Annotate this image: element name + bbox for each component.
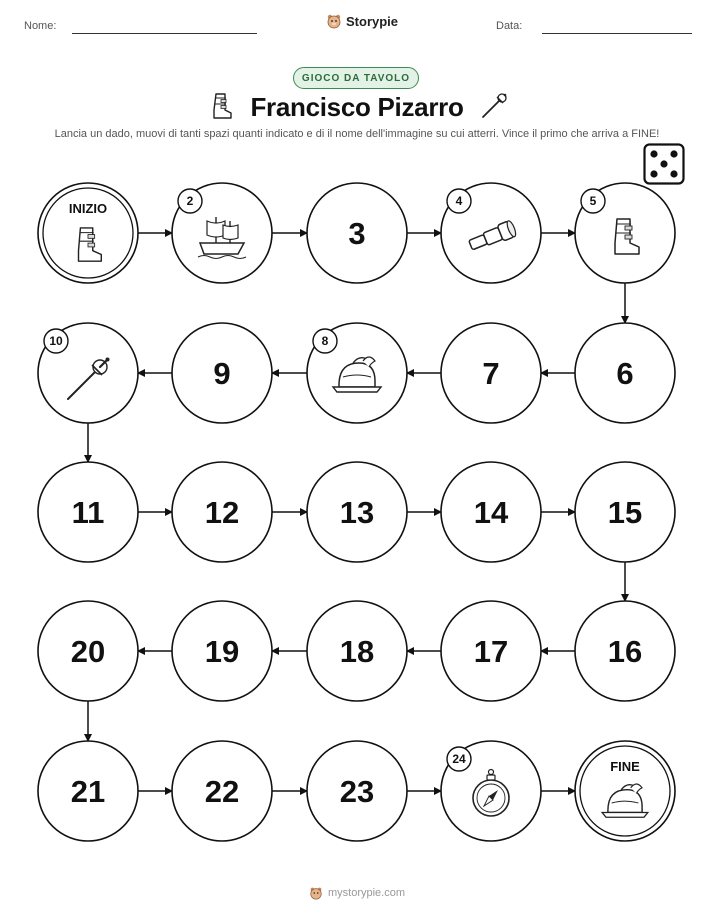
board-space-19	[172, 601, 272, 701]
svg-text:10: 10	[49, 334, 63, 348]
board-space-20	[38, 601, 138, 701]
space-number: 21	[70, 774, 106, 809]
date-label: Data:	[496, 20, 523, 32]
space-number-badge	[44, 329, 68, 353]
svg-text:4: 4	[455, 194, 463, 208]
space-number: 23	[339, 774, 375, 809]
board-space-23	[307, 741, 407, 841]
space-number-badge	[447, 189, 471, 213]
space-number: 17	[473, 634, 509, 669]
space-number: 19	[204, 634, 240, 669]
board-space-18	[307, 601, 407, 701]
space-number: 9	[213, 356, 231, 391]
board-space-11	[38, 462, 138, 562]
space-number: 14	[473, 495, 509, 530]
board-space-8	[307, 323, 407, 423]
board-space-16	[575, 601, 675, 701]
board-space-6	[575, 323, 675, 423]
board-space-2	[172, 183, 272, 283]
board-space-13	[307, 462, 407, 562]
board-space-17	[441, 601, 541, 701]
board-space-5	[575, 183, 675, 283]
svg-text:24: 24	[452, 752, 466, 766]
space-number-badge	[447, 747, 471, 771]
board-space-10	[38, 323, 138, 423]
space-number-badge	[581, 189, 605, 213]
space-number: 7	[482, 356, 500, 391]
game-instructions: Lancia un dado, muovi di tanti spazi quanti indicato e di il nome dell'immagine su cui atterri. Vince il primo che arriva a FINE!	[54, 128, 660, 140]
page-title: Francisco Pizarro	[250, 92, 464, 122]
board-space-15	[575, 462, 675, 562]
space-number: 22	[204, 774, 240, 809]
footer	[0, 886, 714, 900]
board-space-4	[441, 183, 541, 283]
space-number: 11	[71, 495, 105, 530]
space-number: 20	[70, 634, 106, 669]
game-type-badge: GIOCO DA TAVOLO	[293, 67, 419, 89]
board-space-24	[441, 741, 541, 841]
space-number: 16	[607, 634, 643, 669]
space-number: 15	[607, 495, 643, 530]
space-number: 3	[348, 216, 366, 251]
storypie-mascot-icon	[309, 886, 323, 900]
board-space-21	[38, 741, 138, 841]
board-space-7	[441, 323, 541, 423]
board-space-25	[575, 741, 675, 841]
space-number: 13	[339, 495, 375, 530]
board-space-1	[38, 183, 138, 283]
brand-name: Storypie	[346, 13, 399, 29]
name-label: Nome:	[24, 20, 57, 32]
svg-text:2: 2	[186, 194, 194, 208]
finish-label: FINE	[610, 759, 640, 774]
space-number-badge	[178, 189, 202, 213]
svg-text:5: 5	[589, 194, 597, 208]
start-label: INIZIO	[68, 201, 108, 216]
board-space-3	[307, 183, 407, 283]
svg-text:8: 8	[321, 334, 329, 348]
space-number-badge	[313, 329, 337, 353]
space-number: 18	[339, 634, 375, 669]
board-space-22	[172, 741, 272, 841]
board-space-12	[172, 462, 272, 562]
board-space-9	[172, 323, 272, 423]
space-number: 6	[616, 356, 634, 391]
board-space-14	[441, 462, 541, 562]
footer-url[interactable]: mystorypie.com	[327, 887, 406, 899]
space-number: 12	[204, 495, 240, 530]
